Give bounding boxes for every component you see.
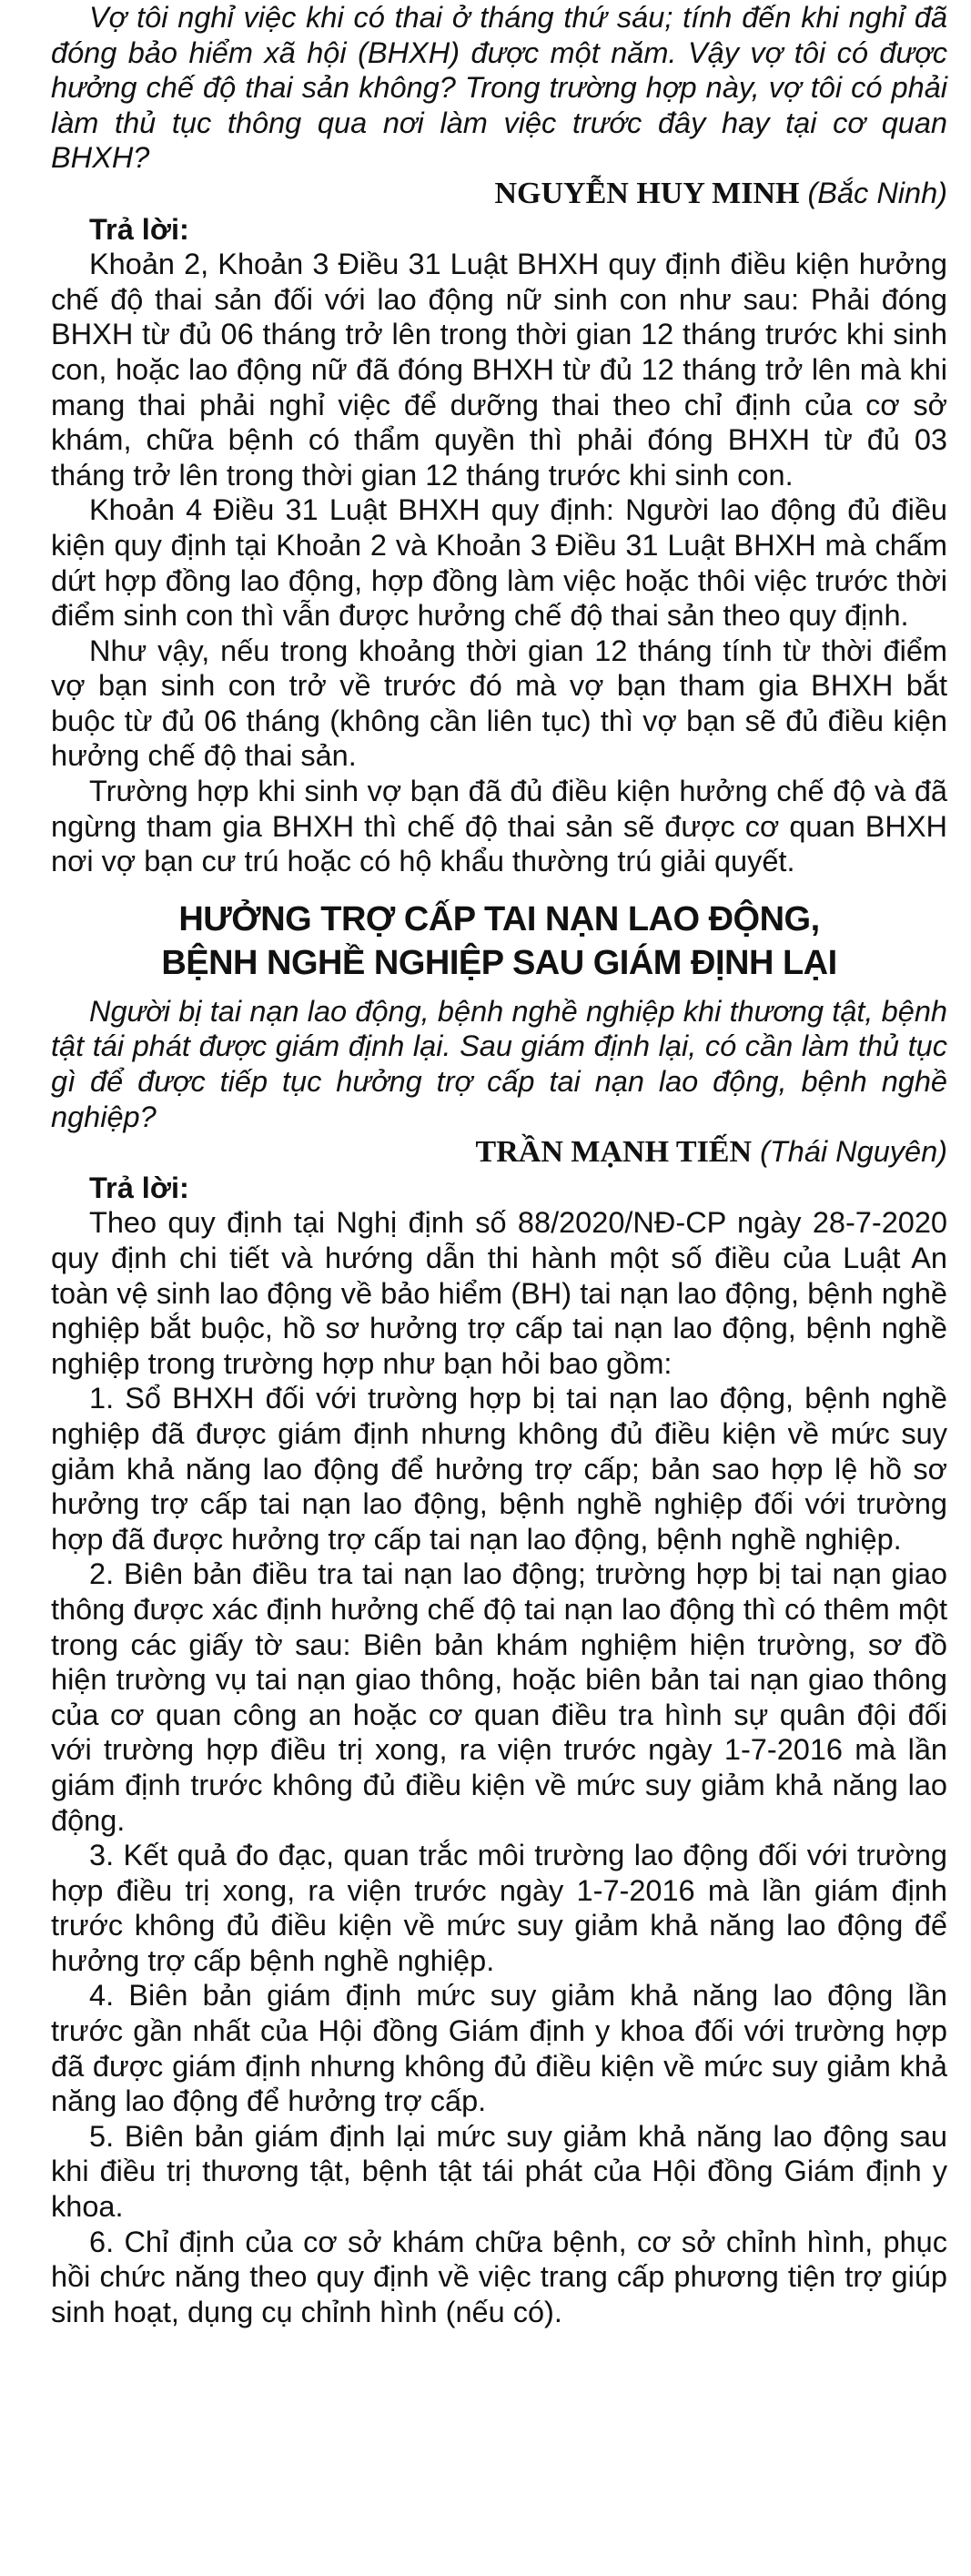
question-2-place: (Thái Nguyên) (760, 1135, 947, 1169)
answer-2-label: Trả lời: (89, 1171, 189, 1204)
headline-line-2: BỆNH NGHỀ NGHIỆP SAU GIÁM ĐỊNH LẠI (161, 943, 837, 982)
headline-line-1: HƯỞNG TRỢ CẤP TAI NẠN LAO ĐỘNG, (178, 899, 820, 938)
answer-2-intro: Theo quy định tại Nghị định số 88/2020/NĐ-CP ngày 28-7-2020 quy định chi tiết và hướng dẫn thi hành một số điều của Luật An toàn vệ sinh lao động về bảo hiểm (BH) tai nạn lao động, bệnh nghề nghiệp bắt buộc, hồ sơ hưởng trợ cấp tai nạn lao động, bệnh nghề nghiệp trong trường hợp như bạn hỏi bao gồm: (51, 1206, 947, 1380)
question-1-place: (Bắc Ninh) (807, 176, 947, 209)
answer-1-paragraph: Khoản 4 Điều 31 Luật BHXH quy định: Người lao động đủ điều kiện quy định tại Khoản 2 và Khoản 3 Điều 31 Luật BHXH mà chấm dứt hợp đồng lao động, hợp đồng làm việc hoặc thôi việc trước thời điểm sinh con thì vẫn được hưởng chế độ thai sản theo quy định. (51, 493, 947, 633)
question-1-text: Vợ tôi nghỉ việc khi có thai ở tháng thứ sáu; tính đến khi nghỉ đã đóng bảo hiểm xã hội (BHXH) được một năm. Vậy vợ tôi có được hưởng chế độ thai sản không? Trong trường hợp này, vợ tôi có phải làm thủ tục thông qua nơi làm việc trước đây hay tại cơ quan BHXH? (51, 1, 947, 175)
question-2-signature (51, 1134, 947, 1171)
answer-2-list-item: 4. Biên bản giám định mức suy giảm khả năng lao động lần trước gần nhất của Hội đồng Giám định y khoa đối với trường hợp đã được giám định nhưng không đủ điều kiện về mức suy giảm khả năng lao động để hưởng trợ cấp. (51, 1979, 947, 2118)
answer-1-paragraph: Khoản 2, Khoản 3 Điều 31 Luật BHXH quy định điều kiện hưởng chế độ thai sản đối với lao động nữ sinh con như sau: Phải đóng BHXH từ đủ 06 tháng trở lên trong thời gian 12 tháng trước khi sinh con, hoặc lao động nữ đã đóng BHXH từ đủ 12 tháng trở lên mà khi mang thai phải nghỉ việc để dưỡng thai theo chỉ định của cơ sở khám, chữa bệnh có thẩm quyền thì phải đóng BHXH từ đủ 03 tháng trở lên trong thời gian 12 tháng trước khi sinh con. (51, 248, 947, 492)
answer-1-paragraph: Như vậy, nếu trong khoảng thời gian 12 tháng tính từ thời điểm vợ bạn sinh con trở về trước đó mà vợ bạn tham gia BHXH bắt buộc từ đủ 06 tháng (không cần liên tục) thì vợ bạn sẽ đủ điều kiện hưởng chế độ thai sản. (51, 634, 947, 773)
answer-1-label: Trả lời: (89, 212, 189, 246)
question-2-text: Người bị tai nạn lao động, bệnh nghề nghiệp khi thương tật, bệnh tật tái phát được giám định lại. Sau giám định lại, có cần làm thủ tục gì để được tiếp tục hưởng trợ cấp tai nạn lao động, bệnh nghề nghiệp? (51, 994, 947, 1133)
question-2-author: TRẦN MẠNH TIẾN (475, 1135, 753, 1170)
answer-2-list-item: 5. Biên bản giám định lại mức suy giảm khả năng lao động sau khi điều trị thương tật, bệnh tật tái phát của Hội đồng Giám định y khoa. (51, 2119, 947, 2224)
answer-2-list-item: 6. Chỉ định của cơ sở khám chữa bệnh, cơ sở chỉnh hình, phục hồi chức năng theo quy định về việc trang cấp phương tiện trợ giúp sinh hoạt, dụng cụ chỉnh hình (nếu có). (51, 2225, 947, 2328)
answer-1-paragraph: Trường hợp khi sinh vợ bạn đã đủ điều kiện hưởng chế độ và đã ngừng tham gia BHXH thì chế độ thai sản sẽ được cơ quan BHXH nơi vợ bạn cư trú hoặc có hộ khẩu thường trú giải quyết. (51, 775, 947, 878)
answer-2-list-item: 1. Sổ BHXH đối với trường hợp bị tai nạn lao động, bệnh nghề nghiệp đã được giám định nhưng không đủ điều kiện về mức suy giảm khả năng lao động để hưởng trợ cấp; bản sao hợp lệ hồ sơ hưởng trợ cấp tai nạn lao động, bệnh nghề nghiệp đối với trường hợp đã được hưởng trợ cấp tai nạn lao động, bệnh nghề nghiệp. (51, 1382, 947, 1556)
question-1-author: NGUYỄN HUY MINH (494, 176, 800, 210)
answer-2-list-item: 3. Kết quả đo đạc, quan trắc môi trường lao động đối với trường hợp điều trị xong, ra viện trước ngày 1-7-2016 mà lần giám định trước không đủ điều kiện về mức suy giảm khả năng lao động để hưởng trợ cấp bệnh nghề nghiệp. (51, 1839, 947, 1977)
question-1-signature (51, 176, 947, 212)
answer-2-list-item: 2. Biên bản điều tra tai nạn lao động; trường hợp bị tai nạn giao thông được xác định hưởng chế độ tai nạn lao động thì có thêm một trong các giấy tờ sau: Biên bản khám nghiệm hiện trường, sơ đồ hiện trường vụ tai nạn giao thông, hoặc biên bản tai nạn giao thông của cơ quan công an hoặc cơ quan điều tra hình sự quân đội đối với trường hợp điều trị xong, ra viện trước ngày 1-7-2016 mà lần giám định trước không đủ điều kiện về mức suy giảm khả năng lao động. (51, 1557, 947, 1837)
section-headline (51, 898, 947, 985)
